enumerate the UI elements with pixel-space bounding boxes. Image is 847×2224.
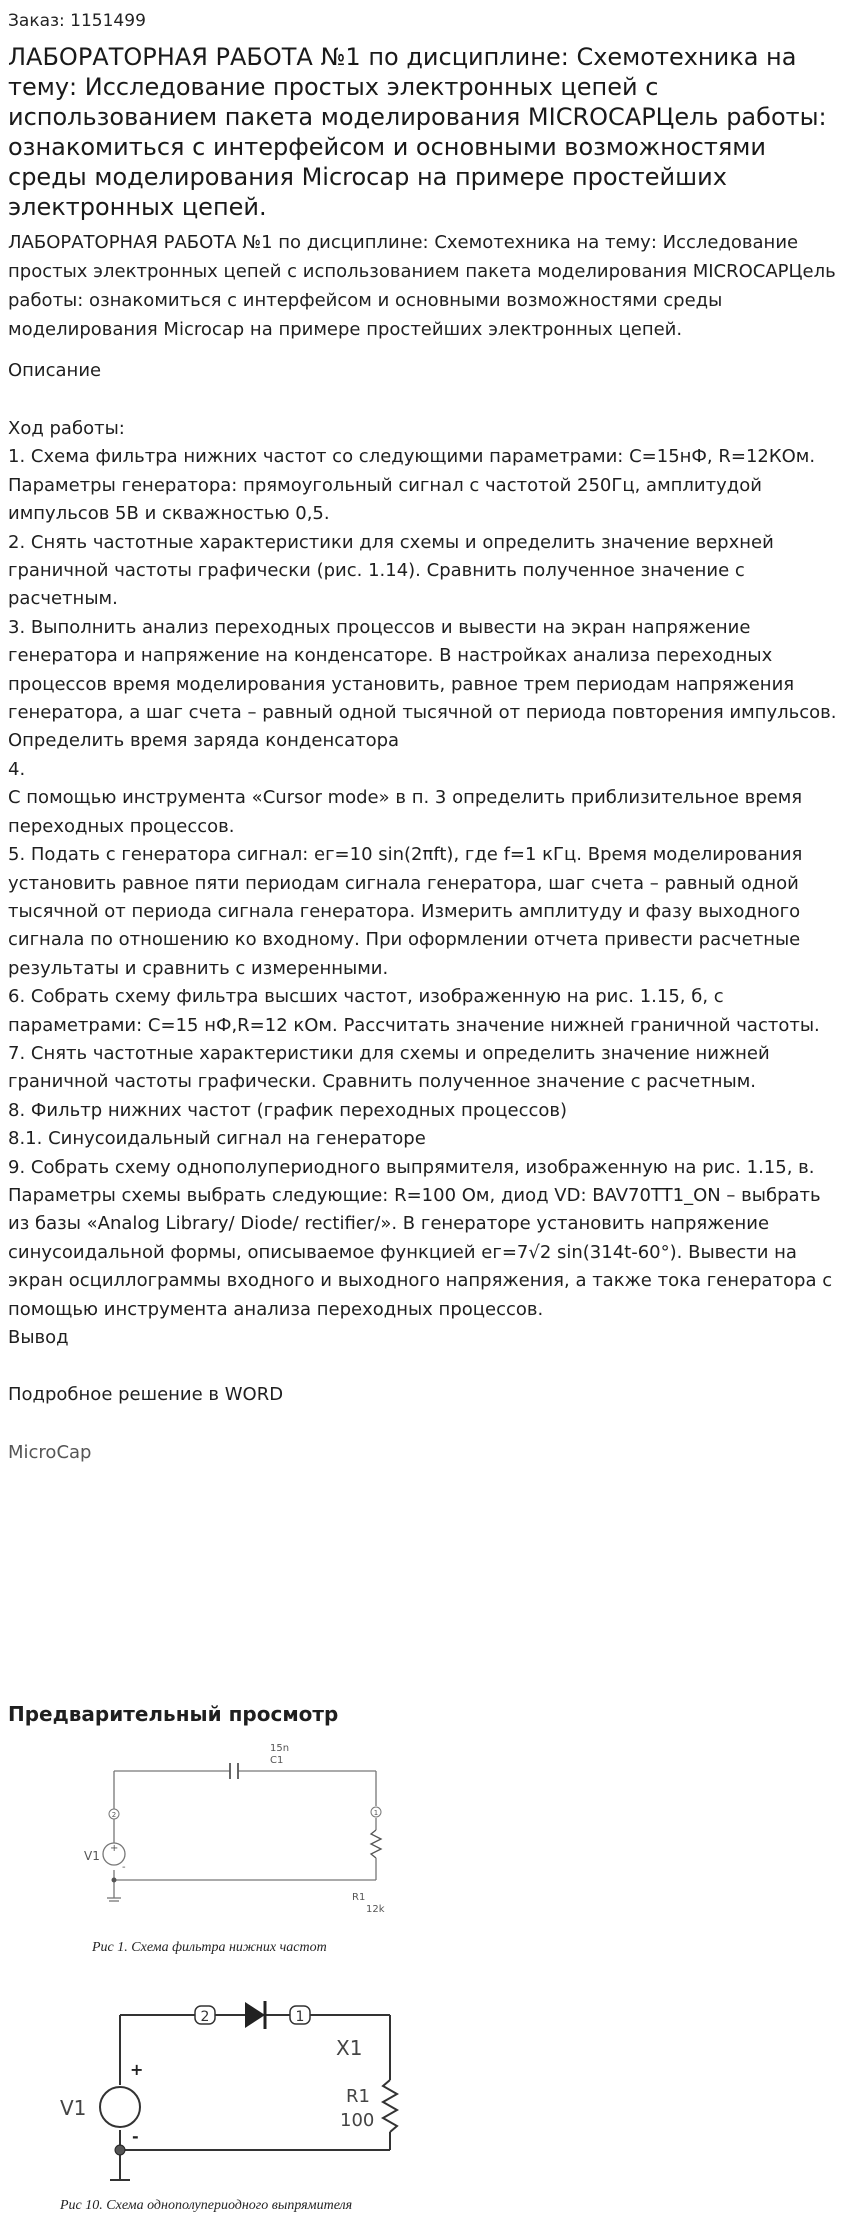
resistor-symbol <box>371 1830 381 1858</box>
capacitor-name: C1 <box>270 1755 284 1766</box>
source-name: V1 <box>84 1849 100 1863</box>
resistor-value: 12k <box>366 1904 385 1915</box>
page-title: ЛАБОРАТОРНАЯ РАБОТА №1 по дисциплине: Схемотехника на тему: Исследование простых электронных цепей с использованием пакета моделирования MICROCAPЦель работы: ознакомиться с интерфейсом и основными возможностями среды моделирования Microcap на примере простейших электронных цепей. <box>8 43 827 221</box>
node-label: 1 <box>295 2009 305 2025</box>
voltage-source-symbol <box>100 2087 140 2127</box>
svg-text:-: - <box>122 1862 126 1873</box>
node-label: 2 <box>200 2009 210 2025</box>
page-content <box>8 0 838 1467</box>
node-label: 2 <box>111 1811 117 1819</box>
svg-text:+: + <box>110 1843 119 1854</box>
lead-paragraph: ЛАБОРАТОРНАЯ РАБОТА №1 по дисциплине: Схемотехника на тему: Исследование простых электронных цепей с использованием пакета моделирования MICROCAPЦель работы: ознакомиться с интерфейсом и основными возможностями среды моделирования Microcap на примере простейших электронных цепей. <box>8 232 836 340</box>
resistor-name: R1 <box>346 2086 370 2107</box>
rectifier-schematic <box>40 1970 410 2200</box>
resistor-symbol <box>383 2080 397 2132</box>
word-note: Подробное решение в WORD <box>8 1384 284 1406</box>
source-name: V1 <box>60 2096 87 2120</box>
diode-name: X1 <box>336 2036 363 2060</box>
resistor-value: 100 <box>340 2110 375 2131</box>
lowpass-schematic <box>70 1738 400 1970</box>
node-label: 1 <box>373 1809 379 1817</box>
order-number: Заказ: 1151499 <box>8 11 146 31</box>
diode-symbol <box>245 2002 265 2028</box>
figure-caption: Рис 1. Схема фильтра нижних частот <box>92 1940 327 1955</box>
software-tag: MicroCap <box>8 1442 92 1464</box>
figure-caption: Рис 10. Схема однополупериодного выпрямителя <box>60 2198 353 2213</box>
figure-lowpass <box>70 1738 400 1974</box>
figure-rectifier <box>40 1970 410 2213</box>
work-description: Ход работы: 1. Схема фильтра нижних частот со следующими параметрами: С=15нФ, R=12КОм. Параметры генератора: прямоугольный сигнал с частотой 250Гц, амплитудой импульсов 5В и скважностью 0,5. 2. Снять частотные характеристики для схемы и определить значение верхней граничной частоты графически (рис. 1.14). Сравнить полученное значение с расчетным. 3. Выполнить анализ переходных процессов и вывести на экран напряжение генератора и напряжение на конденсаторе. В настройках анализа переходных процессов время моделирования установить, равное трем периодам напряжения генератора, а шаг счета – равный одной тысячной от периода повторения импульсов. Определить время заряда конденсатора 4. С помощью инструмента «Cursor mode» в п. 3 определить приблизительное время переходных процессов. 5. Подать с генератора сигнал: ег=10 sin(2πft), где f=1 кГц. Время моделирования установить равное пяти периодам сигнала генератора, шаг счета – равный одной тысячной от периода сигнала генератора. Измерить амплитуду и фазу выходного сигнала по отношению ко входному. При оформлении отчета привести расчетные результаты и сравнить с измеренными. 6. Собрать схему фильтра высших частот, изображенную на рис. 1.15, б, с параметрами: С=15 нФ,R=12 кОм. Рассчитать значение нижней граничной частоты. 7. Снять частотные характеристики для схемы и определить значение нижней граничной частоты графически. Сравнить полученное значение с расчетным. 8. Фильтр нижних частот (график переходных процессов) 8.1. Синусоидальный сигнал на генераторе 9. Собрать схему однополупериодного выпрямителя, изображенную на рис. 1.15, в. Параметры схемы выбрать следующие: R=100 Ом, диод VD: BAV70TT1_ON – выбрать из базы «Analog Library/ Diode/ rectifier/». В генераторе установить напряжение синусоидальной формы, описываемое функцией ег=7√2 sin(314t-60°). Вывести на экран осциллограммы входного и выходного напряжения, а также тока генератора с помощью инструмента анализа переходных процессов. Вывод <box>8 418 837 1348</box>
plus-sign: + <box>130 2060 144 2079</box>
capacitor-value: 15n <box>270 1743 290 1754</box>
minus-sign: - <box>132 2127 139 2146</box>
preview-heading: Предварительный просмотр <box>8 1702 339 1726</box>
resistor-name: R1 <box>352 1892 366 1903</box>
description-label: Описание <box>8 360 102 381</box>
